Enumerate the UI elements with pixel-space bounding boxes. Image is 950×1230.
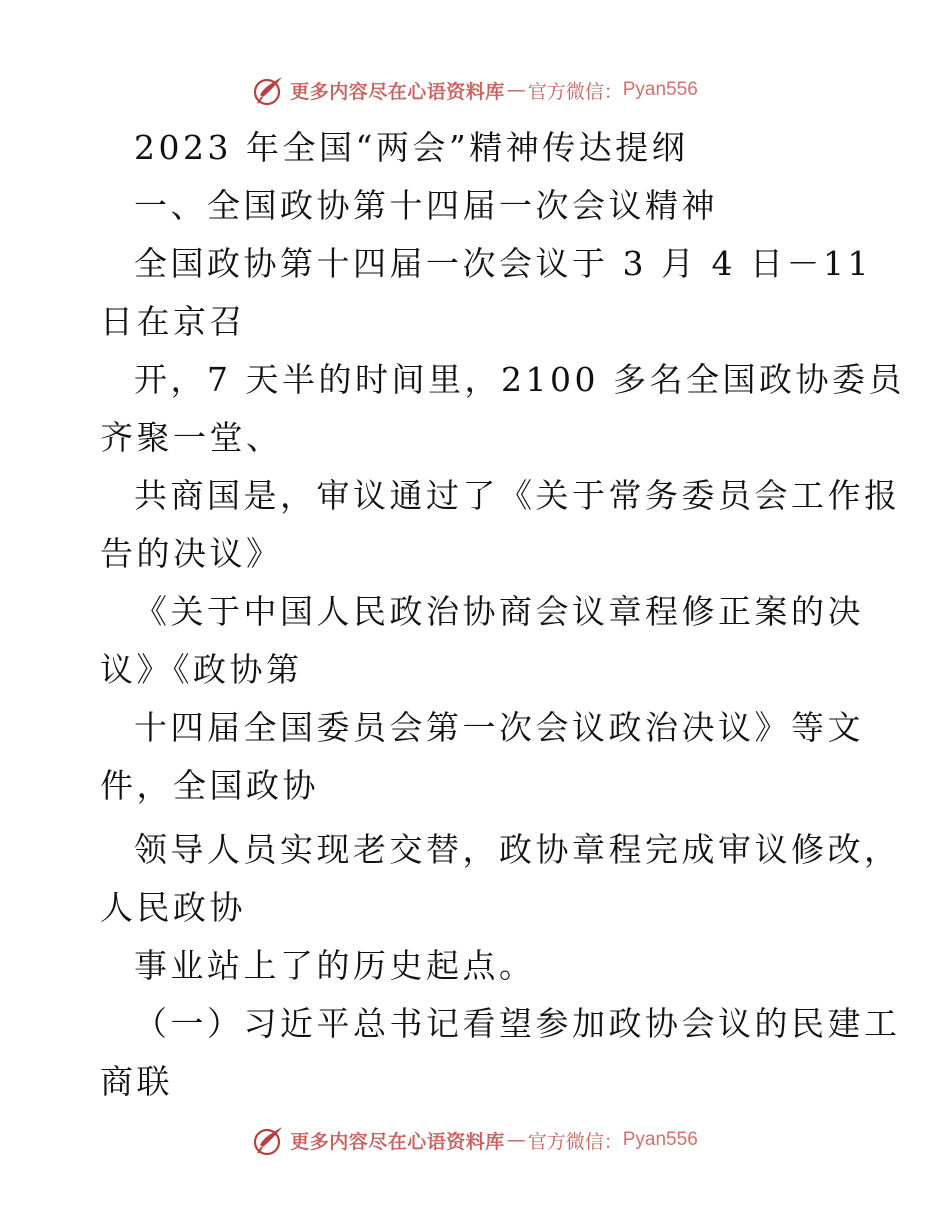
banner-wechat-label: 官方微信： (527, 1130, 623, 1153)
text-line: 告的决议》 (100, 534, 283, 573)
text-line: 齐聚一堂、 (100, 418, 283, 457)
text-line: 共商国是，审议通过了《关于常务委员会工作报 (134, 476, 901, 515)
banner-wechat-id: Pyan556 (622, 1129, 698, 1150)
subsection-heading: （一）习近平总书记看望参加政协会议的民建工 (134, 1004, 901, 1043)
text-line: 《关于中国人民政治协商会议章程修正案的决 (134, 592, 864, 631)
header-banner (0, 68, 950, 112)
text-line: 商联 (100, 1062, 173, 1101)
text-line: 领导人员实现老交替，政协章程完成审议修改， (134, 830, 901, 869)
text-line: 日在京召 (100, 302, 246, 341)
section-heading: 一、全国政协第十四届一次会议精神 (134, 186, 718, 225)
text-line: 开，7 天半的时间里，2100 多名全国政协委员 (134, 360, 905, 399)
text-line: 十四届全国委员会第一次会议政治决议》等文 (134, 708, 864, 747)
banner-wechat-id: Pyan556 (622, 79, 698, 100)
quill-seal-icon (252, 1123, 286, 1157)
text-line: 议》《政协第 (100, 650, 303, 689)
banner-dash: — (506, 79, 526, 101)
text-line: 事业站上了的历史起点。 (134, 946, 536, 985)
quill-seal-icon (252, 73, 286, 107)
text-line: 件，全国政协 (100, 766, 319, 805)
footer-banner (0, 1118, 950, 1162)
text-line: 人民政协 (100, 888, 246, 927)
banner-dash: — (506, 1129, 526, 1151)
banner-wechat-label: 官方微信： (527, 80, 623, 103)
banner-text: 更多内容尽在心语资料库 (290, 1130, 505, 1153)
banner-text: 更多内容尽在心语资料库 (290, 80, 505, 103)
text-line: 全国政协第十四届一次会议于 3 月 4 日－11 (134, 244, 872, 283)
document-title: 2023 年全国“两会”精神传达提纲 (134, 128, 689, 167)
